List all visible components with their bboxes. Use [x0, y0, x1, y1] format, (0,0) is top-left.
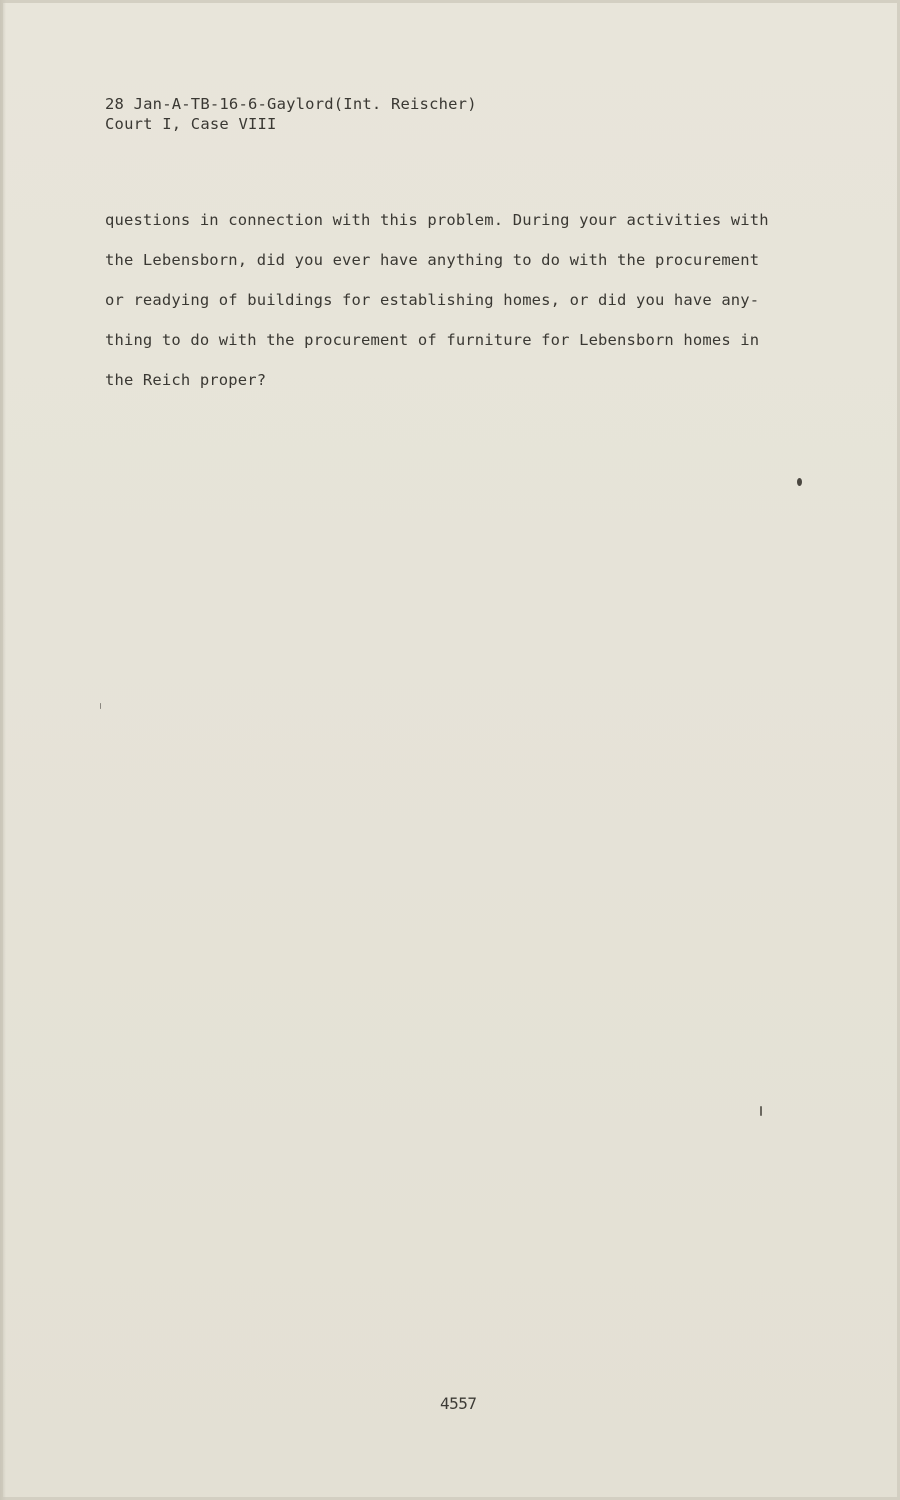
ink-mark	[100, 703, 101, 709]
ink-mark	[760, 1106, 762, 1116]
body-line-1: questions in connection with this problem. During your activities with	[105, 211, 769, 229]
document-header	[105, 94, 477, 134]
page-number: 4557	[440, 1394, 477, 1413]
body-line-3: or readying of buildings for establishing homes, or did you have any-	[105, 291, 760, 309]
body-line-5: the Reich proper?	[105, 371, 267, 389]
paper-edge-shadow	[0, 0, 6, 1500]
body-line-2: the Lebensborn, did you ever have anything to do with the procurement	[105, 251, 760, 269]
ink-speck	[797, 478, 802, 486]
header-reference-line: 28 Jan-A-TB-16-6-Gaylord(Int. Reischer)	[105, 95, 477, 113]
body-line-4: thing to do with the procurement of furniture for Lebensborn homes in	[105, 331, 760, 349]
transcript-body	[105, 208, 805, 408]
header-court-line: Court I, Case VIII	[105, 115, 277, 133]
